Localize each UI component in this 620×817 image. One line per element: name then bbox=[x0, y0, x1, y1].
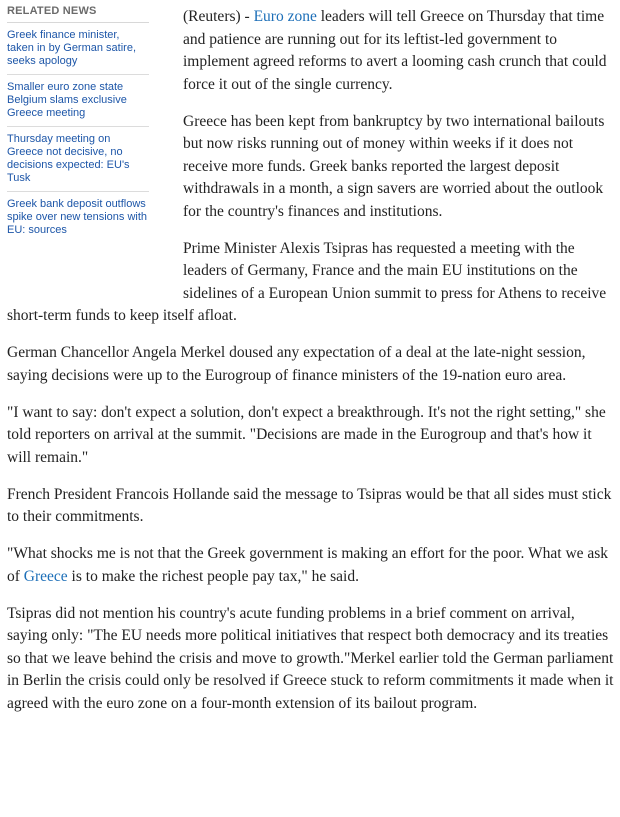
greece-link[interactable]: Greece bbox=[23, 567, 68, 585]
related-news-item[interactable]: Greek bank deposit outflows spike over new tensions with EU: sources bbox=[7, 198, 148, 236]
related-news-item[interactable]: Thursday meeting on Greece not decisive, no decisions expected: EU's Tusk bbox=[7, 127, 149, 192]
euro-zone-link[interactable]: Euro zone bbox=[253, 8, 317, 25]
paragraph-7-text-b: is to make the richest people pay tax," he said. bbox=[67, 567, 359, 585]
article-paragraph-5: "I want to say: don't expect a solution, don't expect a breakthrough. It's not the right setting," she told reporters on arrival at the summit. "Decisions are made in the Eurogroup and that's how it will remain." bbox=[7, 403, 606, 466]
related-news-item[interactable]: Smaller euro zone state Belgium slams exclusive Greece meeting bbox=[7, 75, 149, 127]
article-paragraph-3: Prime Minister Alexis Tsipras has requested a meeting with the leaders of Germany, France and the main EU institutions on the sidelines of a European Union summit to press for Athens to receive short-term funds to keep itself afloat. bbox=[7, 239, 607, 324]
related-news-item[interactable]: Greek finance minister, taken in by German satire, seeks apology bbox=[7, 23, 149, 75]
article-paragraph-7 bbox=[7, 543, 617, 588]
article-paragraph-8: Tsipras did not mention his country's acute funding problems in a brief comment on arrival, saying only: "The EU needs more political initiatives that respect both democracy and its treaties so that we leave behind the crisis and move to growth."Merkel earlier told the German parliament in Berlin the crisis could only be resolved if Greece stuck to reform commitments it made when it agreed with the euro zone on a four-month extension of its bailout program. bbox=[7, 604, 614, 712]
article-paragraph-6: French President Francois Hollande said the message to Tsipras would be that all sides must stick to their commitments. bbox=[7, 485, 612, 525]
article-paragraph-2: Greece has been kept from bankruptcy by two international bailouts but now risks running out of money within weeks if it does not receive more funds. Greek banks reported the largest deposit withdrawals in a month, a sign savers are worried about the outlook for the country's finances and institutions. bbox=[183, 112, 605, 220]
dateline: (Reuters) - bbox=[183, 8, 254, 25]
paragraph-1-text: leaders will tell Greece on Thursday that time and patience are running out for its leftist-led government to implement agreed reforms to avert a looming cash crunch that could force it out of the single currency. bbox=[183, 8, 607, 93]
related-news-sidebar bbox=[7, 0, 149, 243]
related-news-list bbox=[7, 23, 149, 243]
paragraph-7-text-a: "What shocks me is not that the Greek government is making an effort for the poor. What we ask of bbox=[7, 545, 609, 585]
article-paragraph-4: German Chancellor Angela Merkel doused any expectation of a deal at the late-night session, saying decisions were up to the Eurogroup of finance ministers of the 19-nation euro area. bbox=[7, 344, 586, 384]
related-news-heading: RELATED NEWS bbox=[7, 0, 149, 23]
